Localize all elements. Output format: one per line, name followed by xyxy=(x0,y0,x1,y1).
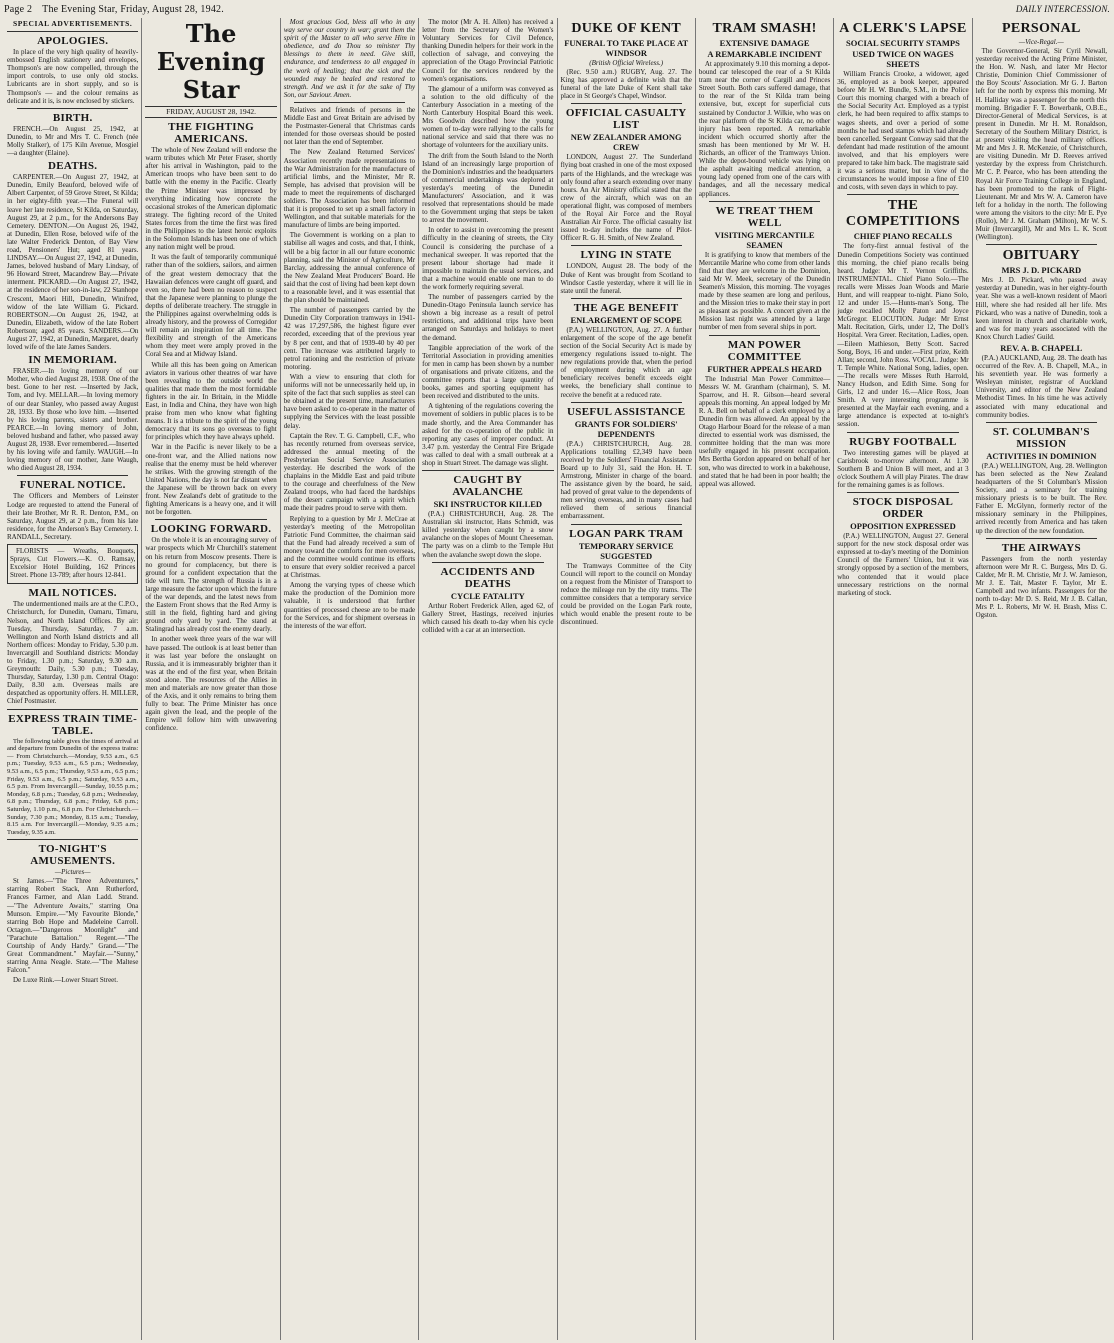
news-paragraph: The New Zealand Returned Services' Association recently made representations to the War Administration for the manufacture of artificial limbs, and the Minister, Mr R. Semple, has advised that provision will be made to meet the requirements of discharged soldiers. The Association has been informed that it is proposed to set up a small factory in Wellington, and that suitable materials for the manufacture of limbs are being imported. xyxy=(283,148,416,230)
news-paragraph: The number of passengers carried by the Dunedin-Otago Peninsula launch service has shown a big increase as a result of petrol restrictions, and additional trips have been arranged on Saturdays and holidays to meet the demand. xyxy=(422,293,554,342)
leader-paragraph: On the whole it is an encouraging survey of war prospects which Mr Churchill's statement on his return from Moscow presents. There is no ground for complacency, but there is ground for a confident expectation that the tide will turn. The strength of Russia is in a large measure the factor upon which the future of the war depends, and the latest news from the Eastern Front shows that the Red Army is still in the field, fighting hard and giving ground only yard by yard. The stand at Stalingrad has already cost the enemy dearly. xyxy=(145,536,277,634)
obituary-heading: OBITUARY xyxy=(1002,248,1080,264)
obituary-text-2: (P.A.) AUCKLAND, Aug. 28. The death has occurred of the Rev. A. B. Chapell, M.A., in his seventieth year. He was formerly a Wesleyan minister, registrar of Auckland University, and editor of the New Zealand Methodist Times. In his time he was actively associated with many educational and community bodies. xyxy=(975,354,1107,419)
age-heading: THE AGE BENEFIT xyxy=(573,301,679,314)
intercession-prayer: Most gracious God, bless all who in any way serve our country in war; grant them the spirit of the Master to all who serve Him in obedience, and do Thou so minister Thy blessings to them in need. Give skill, endurance, and tenderness to all engaged in the work of healing; that the sick and the wounded may be healed and restored to strength. And we ask it for the sake of Thy Son, our Saviour. Amen. xyxy=(283,18,416,99)
divider xyxy=(571,245,682,246)
leader-heading-2: LOOKING FORWARD. xyxy=(150,523,272,536)
news-paragraph: The number of passengers carried by the Dunedin City Corporation tramways in 1941-42 was 17,297,586, the highest figure ever recorded, exceeding that of the previous year by 8 per cent, and that of 1939-40 by 40 per cent. The increase was attributed largely to petrol rationing and the restriction of private motoring. xyxy=(283,306,416,371)
memoriam-text: FRASER.—In loving memory of our Mother, who died August 28, 1938. One of the best. Gone to her rest. —Inserted by Jack, Tom, and Ivy. MELLAR.—In loving memory of our dear Stanley, who passed away August 28, 1933. By those who love him. —Inserted by his loving parents, sisters and brother. PEARCE.—In loving memory of John, beloved husband and father, who passed away August 28, 1938. Ever remembered.—Inserted by his loving wife and family. WAUGH.—In loving memory of our mother, Jane Waugh, who died August 28, 1934. xyxy=(7,367,139,473)
divider xyxy=(155,519,266,520)
avalanche-text: (P.A.) CHRISTCHURCH, Aug. 28. The Australian ski instructor, Hans Schmidt, was killed yesterday when caught by a snow avalanche on the slopes of Mount Cheeseman. The party was on a climb to the Temple Hut when the avalanche swept down the slope. xyxy=(422,510,554,559)
divider xyxy=(17,108,128,109)
duke-subhead: FUNERAL TO TAKE PLACE AT WINDSOR xyxy=(564,38,689,58)
accidents-text: Arthur Robert Frederick Allen, aged 62, of Gallery Street, Hastings, received injuries which caused his death to-day when his cycle collided with a car at an intersection. xyxy=(422,601,554,634)
divider xyxy=(709,201,820,202)
duke-heading: DUKE OF KENT xyxy=(571,21,682,36)
obituary-subhead: MRS J. D. PICKARD xyxy=(1001,265,1082,276)
funeral-text: The Officers and Members of Leinster Lodge are requested to attend the Funeral of their late Brother, Mr R. R. Denton, P.M., on Saturday, August 29, at 2 p.m., from his late residence, for the Anderson's Bay Cemetery. I. RANDALL, Secretary. xyxy=(7,492,139,541)
casualty-subhead: NEW ZEALANDER AMONG CREW xyxy=(570,132,682,153)
divider xyxy=(986,422,1097,423)
divider xyxy=(7,709,138,710)
leader-paragraph: It was the fault of temporarily communiqué rather than of the soldiers, sailors, and airmen of the great western democracy that the Hawaiian defences were caught off guard, and even so, there had been no reason to suspect that the Japanese were planning to plunge the depths of deliberate treachery. The struggle in the Philippines against overwhelming odds is already history, and the prowess of Corregidor will remain an inspiration for all time. The flexibility and strength of the Americans whom they meet were amply proved in the Coral Sea and at Midway Island. xyxy=(145,253,277,359)
memoriam-heading: IN MEMORIAM. xyxy=(28,354,117,367)
divider xyxy=(571,103,682,104)
apologies-heading: APOLOGIES. xyxy=(37,35,109,48)
lying-heading: LYING IN STATE xyxy=(580,249,672,262)
column-7 xyxy=(833,18,971,1340)
column-5 xyxy=(557,18,695,1340)
airways-heading: THE AIRWAYS xyxy=(1001,541,1081,554)
clerk-subhead-2: USED TWICE ON WAGES SHEETS xyxy=(852,49,954,69)
news-paragraph: The motor (Mr A. H. Allen) has received a letter from the Secretary of the Women's Voluntary Services for Civil Defence, thanking Dunedin helpers for their work in the collection of salvage, and conveying the appreciation of the Otago Provincial Patriotic Council for the services rendered by the women's organisations. xyxy=(422,18,554,83)
divider xyxy=(571,298,682,299)
column-3 xyxy=(280,18,418,1340)
assistance-subhead: GRANTS FOR SOLDIERS' DEPENDENTS xyxy=(574,418,678,439)
paper-date: The Evening Star, Friday, August 28, 1942. xyxy=(42,3,224,15)
accidents-heading: ACCIDENTS AND DEATHS xyxy=(440,565,536,590)
mail-heading: MAIL NOTICES. xyxy=(28,587,117,600)
news-paragraph: A tightening of the regulations covering the movement of soldiers in public places is to be made shortly, and the Area Commander has asked for the co-operation of the public in reporting any cases of improper conduct. At 3.47 p.m. yesterday the Central Fire Brigade was called to deal with a small outbreak at a shop in Stuart Street. The damage was slight. xyxy=(422,402,554,467)
rugby-text: Two interesting games will be played at Carisbrook to-morrow afternoon. At 1.30 Southern B and Union B will meet, and at 3 o'clock Southern A will play Pirates. The draw for the remaining games is as follows. xyxy=(837,448,969,489)
assistance-text: (P.A.) CHRISTCHURCH, Aug. 28. Applications totalling £2,349 have been received by the Soldiers' Financial Assistance Board up to July 31, said the Hon. H. T. Armstrong, Minister in charge of the board. The assistance given by the board, he said, had proved of great value to the dependents of men serving overseas, and in many cases had relieved them of serious financial embarrassment. xyxy=(560,439,692,521)
running-header xyxy=(4,2,1110,16)
clerk-subhead: SOCIAL SECURITY STAMPS xyxy=(846,38,960,48)
mission-subhead: ACTIVITIES IN DOMINION xyxy=(986,450,1097,461)
logan-subhead: TEMPORARY SERVICE SUGGESTED xyxy=(578,540,674,561)
birth-text: FRENCH.—On August 25, 1942, at Dunedin, to Mr and Mrs T. C. French (née Molly Stalker), of 175 Kiln Avenue, Mosgiel —a daughter (Elaine). xyxy=(7,124,139,158)
manpower-heading: MAN POWER COMMITTEE xyxy=(727,338,802,363)
birth-heading: BIRTH. xyxy=(52,111,93,124)
duke-text: (Rec. 9.50 a.m.) RUGBY, Aug. 27. The King has approved a definite wish that the funeral of the late Duke of Kent shall take place in St George's Chapel, Windsor. xyxy=(560,68,692,101)
news-paragraph: Among the varying types of cheese which make the production of the Dominion more valuable, it is understood that further quantities of processed cheese are to be made for the Services, and for shipment overseas in the interests of the war effort. xyxy=(283,581,416,630)
divider xyxy=(7,839,138,840)
news-paragraph: Relatives and friends of persons in the Middle East and Great Britain are advised by the Postmaster-General that Christmas cards intended for those overseas should be posted not later than the end of September. xyxy=(283,105,416,147)
rink-text: De Luxe Rink.—Lower Stuart Street. xyxy=(13,976,118,985)
mission-text: (P.A.) WELLINGTON, Aug. 28. Wellington has been selected as the New Zealand headquarters of the St Columban's Mission Society, and a seminary for training missionary priests is to be built. The Rev. Father E. McGlynn, formerly rector of the missionary seminary in the Philippines, arrived recently from America and has taken up the direction of the new foundation. xyxy=(975,461,1107,535)
news-paragraph: Replying to a question by Mr J. McCrae at yesterday's meeting of the Metropolitan Patriotic Fund Committee, the chairman said that the Fund had already received a sum of money toward the comforts for men overseas, and the committee would continue its efforts to ensure that every soldier received a parcel at Christmas. xyxy=(283,514,416,580)
special-ads-heading: SPECIAL ADVERTISEMENTS. xyxy=(12,19,133,28)
lying-text: LONDON, August 28. The body of the Duke of Kent was brought from Scotland to Windsor Castle yesterday, where it will lie in state until the funeral. xyxy=(560,262,692,295)
news-paragraph: With a view to ensuring that cloth for uniforms will not be unnecessarily held up, in spite of the fact that such supplies as steel can be obtained at the present time, manufacturers have been asked to co-operate in the matter of supplying the Services with the least possible delay. xyxy=(283,372,416,430)
news-paragraph: The glamour of a uniform was conveyed as a solution to the old difficulty of the Canterbury Association in a meeting of the North Canterbury Hospital Board this week. Mrs Goodwin described how the young women of to-day were rallying to the calls for national service and said that there was no shortage of volunteers for the auxiliary units. xyxy=(422,84,554,150)
stock-subhead: OPPOSITION EXPRESSED xyxy=(850,521,956,532)
assistance-heading: USEFUL ASSISTANCE xyxy=(567,405,686,418)
avalanche-heading: CAUGHT BY AVALANCHE xyxy=(452,474,524,499)
seamen-subhead: VISITING MERCANTILE SEAMEN xyxy=(714,229,815,250)
personal-heading: PERSONAL xyxy=(1001,21,1081,36)
amusements-text: St James.—"The Three Adventurers," starring Robert Stack, Ann Rutherford, Frances Farmer, and Alan Ladd. Strand.—"The Adventure Awaits," starring Ona Munson. Empire.—"My Favourite Blonde," starring Bob Hope and Madeleine Carroll. Octagon.—"Dangerous Moonlight" and "Parachute Battalion." Regent.—"The Courtship of Andy Hardy." Grand.—"The Great Commandment." Mayfair.—"Sunny," starring Anna Neagle. State.—"The Maltese Falcon." xyxy=(7,877,139,975)
news-paragraph: The drift from the South Island to the North Island of an increasingly large proportion of the Dominion's industries and the headquarters of commercial undertakings was deplored at yesterday's meeting of the Dunedin Manufacturers' Association, and it was resolved that representations should be made to the Government urging that steps be taken to arrest the movement. xyxy=(422,151,554,225)
deaths-text: CARPENTER.—On August 27, 1942, at Dunedin, Emily Beauford, beloved wife of Albert Carpenter, of 59 Grove Street, St Kilda; in her eighty-fifth year.—The Funeral will leave her late residence, St Kilda, on Saturday, August 29, at 2 p.m., for the Andersons Bay Cemetery. DENTON.—On August 26, 1942, at Dunedin, Ellen Rose, beloved wife of the late Walter Frederick Denton, of Bay View road, Pensioners' Hut; aged 81 years. LINDSAY.—On August 27, 1942, at Dunedin, James, beloved husband of Mary Lindsay, of 96 Howard Street, Macandrew Bay.—Private interment. PICKARD.—On August 27, 1942, at the residence of her son-in-law, 22 Stanhope Crescent, Maori Hill, Dunedin, Winifred, widow of the late William G. Pickard. ROBERTSON.—On August 26, 1942, at Dunedin, Elizabeth, widow of the late Robert Robertson; aged 85 years. SANDERS.—On August 27, 1942, at Dunedin, Margaret, dearly loved wife of the late James Sanders. xyxy=(7,173,139,352)
amusements-subhead: —Pictures— xyxy=(54,868,91,877)
clerk-heading: A CLERK'S LAPSE xyxy=(839,21,967,36)
age-subhead: ENLARGEMENT OF SCOPE xyxy=(570,314,682,325)
stock-text: (P.A.) WELLINGTON, August 27. General support for the new stock disposal order was expressed at to-day's meeting of the Dominion Council of the Farmers' Union, but it was strongly opposed by a section of the members, who contended that it would place unnecessary restrictions on the normal marketing of stock. xyxy=(837,532,969,597)
news-paragraph: Captain the Rev. T. G. Campbell, C.F., who has recently returned from overseas service, addressed the annual meeting of the Presbyterian Social Service Association yesterday. He described the work of the chaplains in the Middle East and paid tribute to the courage and cheerfulness of the New Zealand troops, who had faced the hardships of the desert campaign with a spirit which made their padres proud to serve with them. xyxy=(283,431,416,513)
tram-subhead-2: A REMARKABLE INCIDENT xyxy=(707,49,822,59)
stock-heading: STOCK DISPOSAL ORDER xyxy=(852,496,954,521)
manpower-text: The Industrial Man Power Committee—Messrs W. M. Grantham (chairman), S. M. Sparrow, and H. R. Gibson—heard several appeals this morning. An appeal lodged by Mr R. A. Bell on behalf of a clerk employed by a Dunedin firm was allowed. An appeal by the Otago Harbour Board for the release of a man directed to essential work was dismissed, the committee holding that the man was more usefully engaged in his present occupation. Mrs Bertha Gordon appeared on behalf of her son, who was directed to work in a bakehouse, and stated that he had been in poor health; the appeal was allowed. xyxy=(698,374,831,488)
competitions-text: The forty-first annual festival of the Dunedin Competitions Society was continued this morning, the chief piano recalls being heard. Judge: Mr T. Vernon Griffiths. INSTRUMENTAL. Chief Piano Solo.—The recalls were Misses Joan Woods and Marie Hunt, and will reappear to-night. Piano Solo, 12 and under 15.—Hunts-man's Song, The judge recalled Molly Paton and Joyce McGregor. ELOCUTION. Judge: Mr Ernst Malt. Recitation, Girls, under 12, The Doll's Hospital. Vera Greer. Recitation, Ladies, open.—Eileen Mathieson, Betty Scott. Sacred Song, Boys, 16 and under.—First prize, Keith Allan; second, John Ross. VOCAL. Judge: Mr T. Temple White. National Song, ladies, open.—The recalls were Misses Ruth Harrold, Nancy Hudson, and Edith Sime. Song for Girls, 12 and under 16.—Alice Ross, Joan Smith. A very interesting programme is presented at the Mayfair each evening, and a large attendance is expected at to-night's session. xyxy=(837,242,969,429)
column-1 xyxy=(4,18,141,1340)
logan-text: The Tramways Committee of the City Council will report to the council on Monday on a request from the Minister of Transport to reduce the mileage run by the city trams. The committee considers that a temporary service could be provided on the Logan Park route, which would enable the present route to be discontinued. xyxy=(560,561,692,627)
tram-subhead: EXTENSIVE DAMAGE xyxy=(719,38,810,48)
apologies-text: In place of the very high quality of heavily-embossed English stationery and envelopes, Thompson's are now compelled, through the import controls, to use only old stocks. Lubricants are in short supply, and so is Thompson's — and the colour remains as delicate and it is, is now enclosed by stickers. xyxy=(7,48,139,105)
manpower-subhead: FURTHER APPEALS HEARD xyxy=(707,363,822,374)
divider xyxy=(571,402,682,403)
deaths-heading: DEATHS. xyxy=(48,160,98,173)
divider xyxy=(709,335,820,336)
column-2 xyxy=(141,18,279,1340)
tram-heading: TRAM SMASH! xyxy=(712,21,817,36)
competitions-heading: THE COMPETITIONS xyxy=(845,198,960,230)
florists-ad xyxy=(7,544,138,584)
personal-text: The Governor-General, Sir Cyril Newall, yesterday received the Acting Prime Minister, the Hon. W. Nash, and later Mr Hector Christie, Dominion Chief Commissioner of the Boy Scouts' Association. Mr G. J. Barton left for the north by express this morning. Mr H. Halliday was a passenger for the north this morning. Brigadier F. T. Bowerbank, O.B.E., Director-General of Medical Services, is at present in Dunedin. Mr H. M. Ronaldson, Secretary of the Southern Military District, is at present visiting the head military offices. Mr and Mrs J. R. McKenzie, of Christchurch, are visiting Dunedin. Mr D. Reeves arrived yesterday by the express from Christchurch. Mr C. P. Pearce, who has been attending the Royal Air Force Training College in England, has been promoted to the rank of Flight-Lieutenant. Mr and Mrs W. A. Cameron have left for a holiday in the north. The following were among the visitors to the city: Mr E. Pye (Rollo), Mr J. M. Graham (Milton), Mr W. S. Muir (Invercargill), Mr and Mrs L. K. Scott (Wellington). xyxy=(975,47,1107,242)
column-8 xyxy=(972,18,1110,1340)
age-text: (P.A.) WELLINGTON, Aug. 27. A further enlargement of the scope of the age benefit section of the Social Security Act is made by emergency regulations issued to-night. The new regulations provide that, when the period of employment during which an age beneficiary receives benefit exceeds eight weeks, the beneficiary shall continue to receive the benefit at a reduced rate. xyxy=(560,325,692,399)
duke-source: (British Official Wireless.) xyxy=(589,59,664,67)
tram-text: At approximately 9.10 this morning a depot-bound car telescoped the rear of a St Kilda tram near the corner of Cargill and Princes Street South. Both cars suffered damage, that to the rear of the St Kilda tram being extensive, but, except for superficial cuts sustained by Conductor J. Wilkie, who was on the rear platform of the St Kilda car, no other injury has been reported. A remarkable incident which occurred shortly after the smash has been mentioned by Mr W. H. Richards, an officer of the Tramways Union. While the depot-bound vehicle was lying on the asphalt awaiting medical attention, a young lady opened from one of the cars with bandages, and all the necessary medical appliances. xyxy=(698,60,831,198)
news-paragraph: Tangible appreciation of the work of the Territorial Association in providing amenities for men in camp has been shown by a number of organisations and private citizens, and the committee reports that a large quantity of books, games and sporting equipment has been received and distributed to the units. xyxy=(422,343,554,401)
casualty-heading: OFFICIAL CASUALTY LIST xyxy=(565,107,687,132)
column-6 xyxy=(695,18,833,1340)
divider xyxy=(294,102,405,103)
leader-paragraph: The whole of New Zealand will endorse the warm tributes which Mr Peter Fraser, shortly after his arrival in Washington, paid to the American troops who have been sent to do battle with the enemy in the Pacific. Clearly the Prime Minister was impressed by everything indicating how concrete the occasional strokes of the American diplomatic strategy. The fighting record of the United States forces from the time the first was fired in the Philippines to the latest heroic exploits in the Solomon Islands has been one of which any nation might well be proud. xyxy=(145,146,277,252)
logan-heading: LOGAN PARK TRAM xyxy=(569,527,684,540)
news-paragraph: The Government is working on a plan to stabilise all wages and costs, and that, I think, will be a big factor in all our future economic planning, said the Minister of Agriculture, Mr Barclay, addressing the annual conference of the New Zealand Meat Producers' Board. He said that the cost of living had been kept down to a reasonable level, and it was essential that the plan should be maintained. xyxy=(283,231,416,305)
column-4 xyxy=(418,18,556,1340)
page-number: Page 2 xyxy=(4,3,33,15)
clerk-text: William Francis Crooke, a widower, aged 36, employed as a book keeper, appeared before Mr H. W. Bundle, S.M., in the Police Court this morning charged with a breach of the Social Security Act. Employed as a typist clerk, he had been required to affix stamps to wages sheets, and over a period of some months he had used stamps which had already been cancelled. Sergeant Conway said that the defendant had made restitution of the amount involved, and that his employers were prepared to take him back. The magistrate said it was a serious matter, but in view of the circumstances he would impose a fine of £10 and costs, with seven days in which to pay. xyxy=(837,70,969,192)
columns xyxy=(4,18,1110,1340)
accidents-subhead: CYCLE FATALITY xyxy=(450,590,525,601)
leader-heading-1: THE FIGHTING AMERICANS. xyxy=(168,121,254,146)
divider xyxy=(986,538,1097,539)
mission-heading: ST. COLUMBAN'S MISSION xyxy=(992,425,1090,450)
amusements-heading: TO-NIGHT'S AMUSEMENTS. xyxy=(30,843,116,868)
competitions-subhead: CHIEF PIANO RECALLS xyxy=(853,231,953,242)
seamen-heading: WE TREAT THEM WELL xyxy=(715,204,814,229)
divider xyxy=(847,492,958,493)
personal-subhead: —Vice-Regal.— xyxy=(1018,38,1064,46)
divider xyxy=(432,562,543,563)
divider xyxy=(422,470,553,471)
express-heading: EXPRESS TRAIN TIME-TABLE. xyxy=(8,712,138,737)
florists-text: FLORISTS — Wreaths, Bouquets, Sprays, Cut Flowers.—K. O. Ramsay, Excelsior Hotel Building, 162 Princes Street. Phone 13-789; after hours 12-841. xyxy=(10,546,136,580)
airways-text: Passengers from the north yesterday afternoon were Mr R. C. Burgess, Mrs D. G. Calder, Mr R. M. Christie, Mr J. W. Jamieson, Mr J. E. Tait, Master F. Taylor, Mr E. Campbell and two infants. Passengers for the north to-day: Mr D. S. Reid, Mr J. B. Callan, Mrs P. L. Roberts, Mr W. H. Brash, Miss C. Ogston. xyxy=(975,554,1107,620)
seamen-text: It is gratifying to know that members of the Mercantile Marine who come from other lands find that they are welcome in the Dominion, said Mr W. Meek, secretary of the Dunedin Seamen's Mission, this morning. The voyages made by these seamen are long and perilous, and the Mission tries to make their stay in port as pleasant as possible. A concert given at the Mission last night was attended by a large number of men from several ships in port. xyxy=(698,250,831,332)
express-text: The following table gives the times of arrival at and departure from Dunedin of the express trains:— From Christchurch.—Monday, 9.53 a.m., 6.5 p.m.; Tuesday, 9.53 a.m., 6.5 p.m.; Wednesday, 9.53 a.m., 6.5 p.m.; Thursday, 9.53 a.m., 6.5 p.m.; Friday, 9.53 a.m., 6.5 p.m.; Saturday, 9.53 a.m., 6.5 p.m. From Invercargill.—Sunday, 10.55 p.m.; Monday, 6.8 p.m.; Tuesday, 6.8 p.m.; Wednesday, 6.8 p.m.; Thursday, 6.8 p.m.; Friday, 6.8 p.m.; Saturday, 1.10 p.m., 6.8 p.m. For Christchurch.—Sunday, 7.30 p.m.; Monday, 8.15 a.m.; Tuesday, 8.15 a.m. For Invercargill.—Monday, 9.35 a.m.; Tuesday, 9.35 a.m. xyxy=(7,737,139,836)
leader-paragraph: In another week three years of the war will have passed. The outlook is at least better than it was last year before the onslaught on Russia, and it is immeasurably brighter than it was at the end of the first year, when Britain stood alone. The resources of the Allies in men and materials are now greater than those of the Axis, and it only remains to bring them fully to bear. The Prime Minister has once again given the lead, and the people of the Empire will follow him with unwavering confidence. xyxy=(145,635,277,733)
divider xyxy=(7,31,138,32)
divider xyxy=(847,194,958,195)
avalanche-subhead: SKI INSTRUCTOR KILLED xyxy=(433,499,543,510)
obituary-subhead-2: REV. A. B. CHAPELL xyxy=(1000,343,1083,353)
mail-text: The undermentioned mails are at the C.P.O., Christchurch, for Dunedin, Oamaru, Timaru, Nelson, and North Island Offices. By air: Tuesday, Thursday, Saturday, 7 a.m. Wellington and North Island districts and all Northern offices: Monday to Friday, 5.30 p.m. Invercargill and Southland districts: Monday to Friday, 1.30 p.m.; Saturday, 9.30 a.m. Greymouth: Daily, 5.30 p.m.; Tuesday, Thursday, Saturday, 1.30 p.m. Central Otago: Daily, 8.30 a.m. Overseas mails are despatched as opportunity offers. H. MILLER, Chief Postmaster. xyxy=(7,600,139,706)
rugby-heading: RUGBY FOOTBALL xyxy=(849,435,957,448)
masthead-date: FRIDAY, AUGUST 28, 1942. xyxy=(145,106,276,118)
leader-paragraph: War in the Pacific is never likely to be a one-front war, and the Allied nations now realise that the enemy must be held wherever he strikes. With the growing strength of the United Nations, the day is not far distant when the Japanese will be thrown back on every front. New Zealand's debt of gratitude to the fighting Americans is a heavy one, and it will not be forgotten. xyxy=(145,443,277,517)
divider xyxy=(571,524,682,525)
divider xyxy=(847,432,958,433)
casualty-text: LONDON, August 27. The Sunderland flying boat crashed in one of the most exposed parts of the Highlands, and the wreckage was only found after a search extending over many hours. An Air Ministry official stated that the crew of the aircraft, which was on an operational flight, was composed of members of the Royal Air Force and the Royal Australian Air Force. The official casualty list issued to-day includes the name of Pilot-Officer R. G. H. Smith, of New Zealand. xyxy=(560,153,692,243)
leader-paragraph: While all this has been going on American aviators in various other theatres of war have been revealing to the outside world the qualities that made them the most formidable fighters in the air. In Britain, in the Middle East, in India and China, they have won high praise from men who know what fighting means. It is a tribute to the spirit of the young democracy that its sons go overseas to fight for principles which they have always upheld. xyxy=(145,360,277,442)
masthead: The Evening Star xyxy=(156,19,266,104)
funeral-heading: FUNERAL NOTICE. xyxy=(19,479,126,492)
news-paragraph: In order to assist in overcoming the present difficulty in the cleaning of streets, the City Council is considering the purchase of a mechanical sweeper. It was reported that the present labour shortage had made it impossible to maintain the usual services, and that a machine would enable one man to do the work formerly requiring several. xyxy=(422,226,554,291)
divider xyxy=(17,475,128,476)
obituary-text: Mrs J. D. Pickard, who passed away yesterday at Dunedin, was in her eighty-fourth year. She was a well-known resident of Maori Hill, where she had resided all her life. Mrs Pickard, who was a native of Dunedin, took a keen interest in church and charitable work, and was for many years associated with the Knox Church Ladies' Guild. xyxy=(975,276,1107,341)
section-label: DAILY INTERCESSION. xyxy=(1015,4,1110,14)
divider xyxy=(986,244,1097,245)
